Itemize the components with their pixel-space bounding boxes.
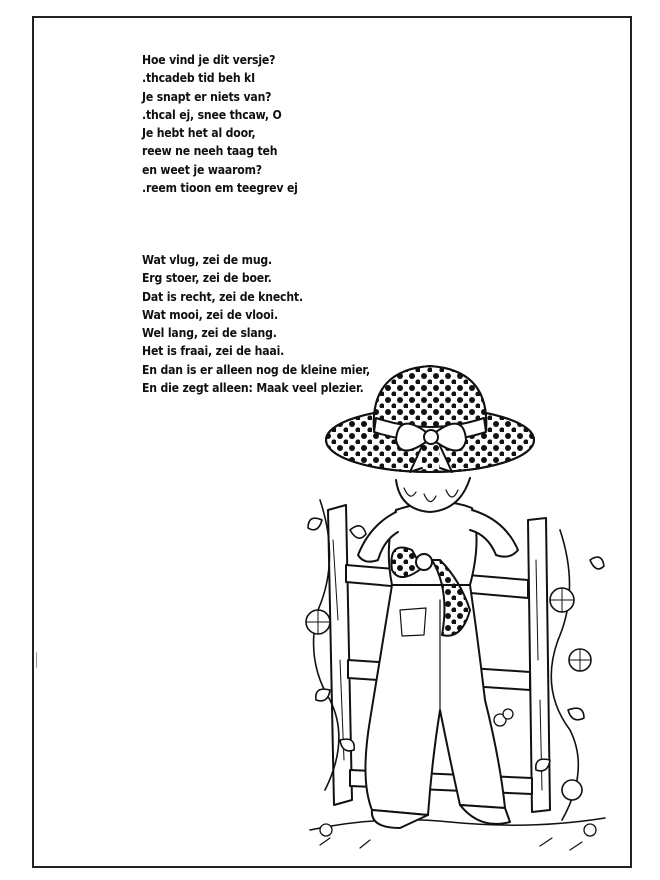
polka-dot-hat xyxy=(326,366,534,472)
poem-line: .thcadeb tid beh kI xyxy=(142,70,256,86)
poem-line: Je snapt er niets van? xyxy=(142,88,272,104)
poem-line: en weet je waarom? xyxy=(142,161,262,177)
poem-line: Dat is recht, zei de knecht. xyxy=(142,288,303,304)
poem-mirrored-verse xyxy=(142,51,298,197)
fence-post-left xyxy=(328,505,352,805)
poem-line: Je hebt het al door, xyxy=(142,125,256,141)
poem-line: En die zegt alleen: Maak veel plezier. xyxy=(142,380,364,396)
poem-line: Wat vlug, zei de mug. xyxy=(142,252,273,267)
poem-line: Wat mooi, zei de vlooi. xyxy=(142,306,278,322)
girl-at-fence-illustration xyxy=(300,360,610,865)
poem-line: .thcal ej, snee thcaw, O xyxy=(142,106,282,122)
poem-line: En dan is er alleen nog de kleine mier, xyxy=(142,361,370,377)
poem-line: Erg stoer, zei de boer. xyxy=(142,270,272,286)
margin-mark xyxy=(36,652,37,668)
poem-line: Het is fraai, zei de haai. xyxy=(142,343,285,359)
poem-line: .reem tioon em teegrev ej xyxy=(142,180,298,196)
poem-line: Wel lang, zei de slang. xyxy=(142,325,277,341)
poem-line: reew ne neeh taag teh xyxy=(142,143,278,159)
poem-line: Hoe vind je dit versje? xyxy=(142,52,276,67)
